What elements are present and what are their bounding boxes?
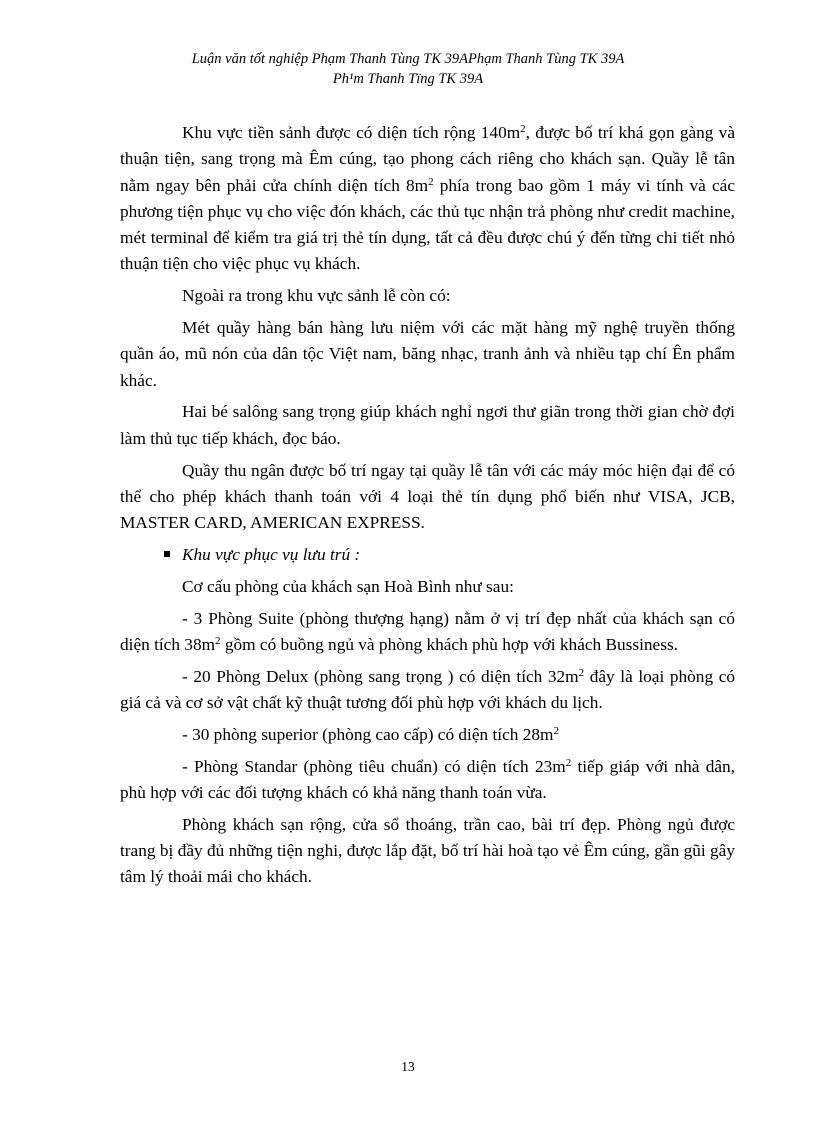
bullet-accommodation-heading: [120, 542, 735, 568]
superscript: 2: [553, 724, 559, 737]
superscript: 2: [578, 666, 585, 679]
paragraph-text: , được bố trí khá gọn gàng và thuận tiện, sang trọng mà Êm cúng, tạo phong cách riêng cho khách sạn. Quầy lễ tân nằm ngay bên phải cửa chính diện tích 8m: [120, 123, 735, 195]
superscript: 2: [565, 756, 572, 769]
superscript: 2: [428, 175, 434, 188]
page-number: 13: [401, 1059, 415, 1074]
paragraph-delux-rooms: [120, 664, 735, 717]
paragraph-souvenir-counter: Mét quầy hàng bán hàng lưu niệm với các mặt hàng mỹ nghệ truyền thống quần áo, mũ nón của dân tộc Việt nam, băng nhạc, tranh ảnh và nhiều tạp chí Ên phẩm khác.: [120, 318, 735, 390]
paragraph-standard-rooms: [120, 754, 735, 807]
paragraph-lobby: [120, 120, 735, 278]
paragraph-room-structure: Cơ cấu phòng của khách sạn Hoà Bình như sau:: [182, 576, 514, 596]
superscript: 2: [520, 123, 526, 135]
paragraph-text: đây là loại phòng có giá cả và cơ sở vật chất kỹ thuật tương đối phù hợp với khách du lịch.: [120, 666, 735, 712]
paragraph-room-description: Phòng khách sạn rộng, cửa sổ thoáng, trần cao, bài trí đẹp. Phòng ngủ được trang bị đầy đủ những tiện nghi, được lắp đặt, bố trí hài hoà tạo vẻ Êm cúng, gần gũi gây tâm lý thoải mái cho khách.: [120, 814, 735, 887]
paragraph-text: - Phòng Standar (phòng tiêu chuẩn) có diện tích 23m: [182, 756, 566, 776]
paragraph-text: - 30 phòng superior (phòng cao cấp) có diện tích 28m: [182, 724, 554, 744]
superscript: 2: [215, 634, 221, 647]
document-body: [120, 120, 735, 896]
paragraph-text: gồm có buồng ngủ và phòng khách phù hợp với khách Bussiness.: [220, 634, 678, 654]
header-line-2: Ph¹m Thanh Tïng TK 39A: [332, 71, 484, 87]
paragraph-text: - 3 Phòng Suite (phòng thượng hạng) nằm ở vị trí đẹp nhất của khách sạn có diện tích 38m: [120, 608, 735, 654]
page-header: [0, 49, 816, 89]
header-line-1: Luận văn tốt nghiệp Phạm Thanh Tùng TK 39APhạm Thanh Tùng TK 39A: [191, 51, 625, 67]
paragraph-text: - 20 Phòng Delux (phòng sang trọng ) có diện tích 32m: [182, 666, 579, 686]
bullet-text: Khu vực phục vụ lưu trú :: [182, 544, 361, 564]
paragraph-cashier: Quầy thu ngân được bố trí ngay tại quầy lễ tân với các máy móc hiện đại để có thể cho phép khách thanh toán với 4 loại thẻ tín dụng phổ biến như VISA, JCB, MASTER CARD, AMERICAN EXPRESS.: [120, 460, 735, 533]
paragraph-text: tiếp giáp với nhà dân, phù hợp với các đối tượng khách có khả năng thanh toán vừa.: [120, 756, 735, 802]
paragraph-suite-rooms: [120, 606, 735, 659]
paragraph-text: phía trong bao gồm 1 máy vi tính và các phương tiện phục vụ cho việc đón khách, các thủ tục nhận trả phòng như credit machine, mét terminal để kiểm tra giá trị thẻ tín dụng, tất cả đều được chú ý đến từng chi tiết nhỏ thuận tiện cho việc phục vụ khách.: [120, 175, 735, 274]
paragraph-lobby-extra: Ngoài ra trong khu vực sảnh lễ còn có:: [182, 286, 451, 306]
square-bullet-icon: [164, 551, 170, 557]
paragraph-superior-rooms: [120, 722, 735, 748]
paragraph-salon: Hai bé salông sang trọng giúp khách nghỉ ngơi thư giãn trong thời gian chờ đợi làm thủ tục tiếp khách, đọc báo.: [120, 402, 735, 448]
paragraph-text: Khu vực tiền sảnh được có diện tích rộng 140m: [182, 123, 521, 142]
